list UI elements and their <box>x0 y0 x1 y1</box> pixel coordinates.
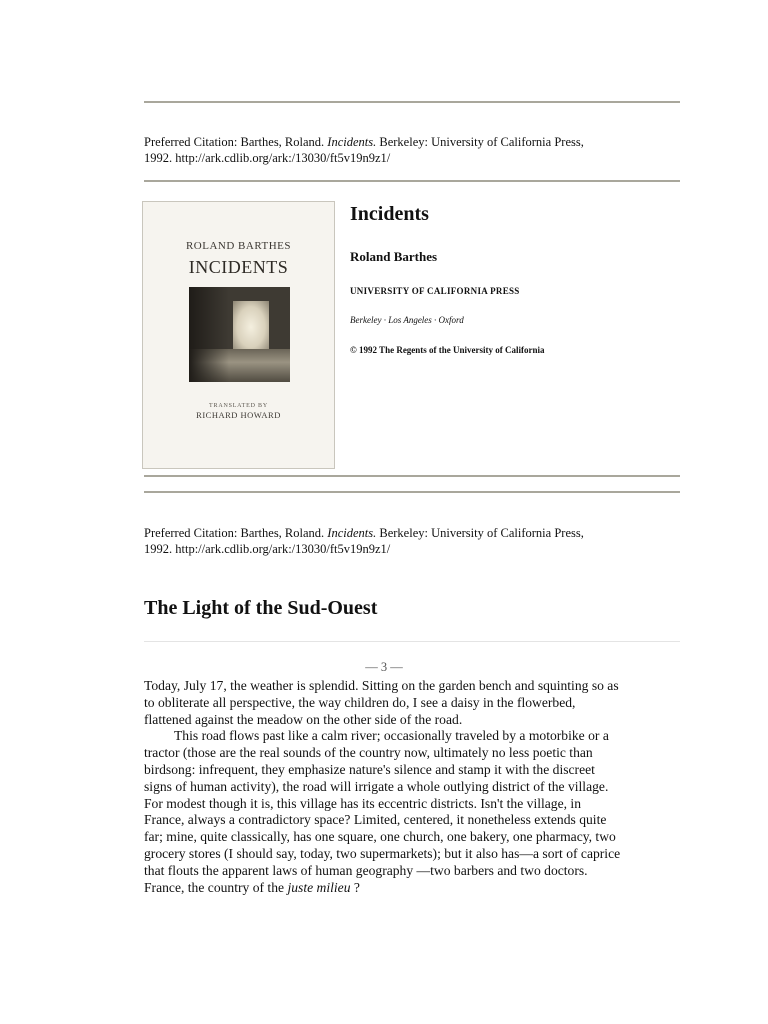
citation-prefix: Preferred Citation: Barthes, Roland. <box>144 526 328 540</box>
citation-url: 1992. http://ark.cdlib.org/ark:/13030/ft5v19n9z1/ <box>144 151 391 165</box>
paragraph-end: ? <box>350 879 360 895</box>
chapter-title: The Light of the Sud-Ouest <box>144 597 378 619</box>
cover-translated-by: TRANSLATED BY <box>209 403 268 409</box>
cover-author: ROLAND BARTHES <box>185 240 292 252</box>
citation-suffix: Berkeley: University of California Press, <box>376 526 584 540</box>
cover-photo-shade <box>189 287 229 382</box>
divider <box>144 475 680 477</box>
citation-title: Incidents. <box>327 526 377 540</box>
top-divider <box>144 101 680 103</box>
paragraph: Today, July 17, the weather is splendid. Sitting on the garden bench and squinting so as to obliterate all perspective, the way children do, I see a daisy in the flowerbed, flattened against the meadow on the other side of the road. <box>144 678 619 727</box>
citation-prefix: Preferred Citation: Barthes, Roland. <box>144 135 328 149</box>
page-marker: — 3 — <box>365 660 403 674</box>
chapter-divider <box>144 641 680 642</box>
citation-title: Incidents. <box>327 135 377 149</box>
paragraph <box>144 728 624 896</box>
copyright-notice: © 1992 The Regents of the University of California <box>350 345 545 355</box>
publisher: UNIVERSITY OF CALIFORNIA PRESS <box>350 286 520 296</box>
chapter-body <box>144 678 624 896</box>
paragraph-text: This road flows past like a calm river; occasionally traveled by a motorbike or a tractor (those are the real sounds of the country now, ultimately no less poetic than birdsong: infrequent, they emphasize nature's silence and stamp it with the discreet signs of human activity), the road will irrigate a whole outlying district of the village. For modest though it is, this village has its eccentric districts. Isn't the village, in France, always a contradictory space? Limited, centered, it nonetheless extends quite far; mine, quite classically, has one square, one church, one bakery, one pharmacy, two grocery stores (I should say, today, two supermarkets); but it also has—a sort of caprice that flouts the apparent laws of human geography —two barbers and two doctors. France, the country of the <box>144 728 621 895</box>
book-author: Roland Barthes <box>350 249 438 264</box>
citation-url: 1992. http://ark.cdlib.org/ark:/13030/ft5v19n9z1/ <box>144 542 391 556</box>
book-cover-image <box>142 201 335 469</box>
book-title: Incidents <box>350 203 429 225</box>
divider <box>144 180 680 182</box>
cover-photo-window <box>233 301 269 353</box>
publication-places: Berkeley · Los Angeles · Oxford <box>350 315 464 325</box>
cover-translator: RICHARD HOWARD <box>196 410 281 420</box>
cover-title: INCIDENTS <box>188 257 289 277</box>
preferred-citation <box>144 525 680 557</box>
italic-phrase: juste milieu <box>287 879 351 895</box>
preferred-citation <box>144 134 680 166</box>
divider <box>144 491 680 493</box>
citation-suffix: Berkeley: University of California Press, <box>376 135 584 149</box>
cover-photo <box>189 287 290 382</box>
